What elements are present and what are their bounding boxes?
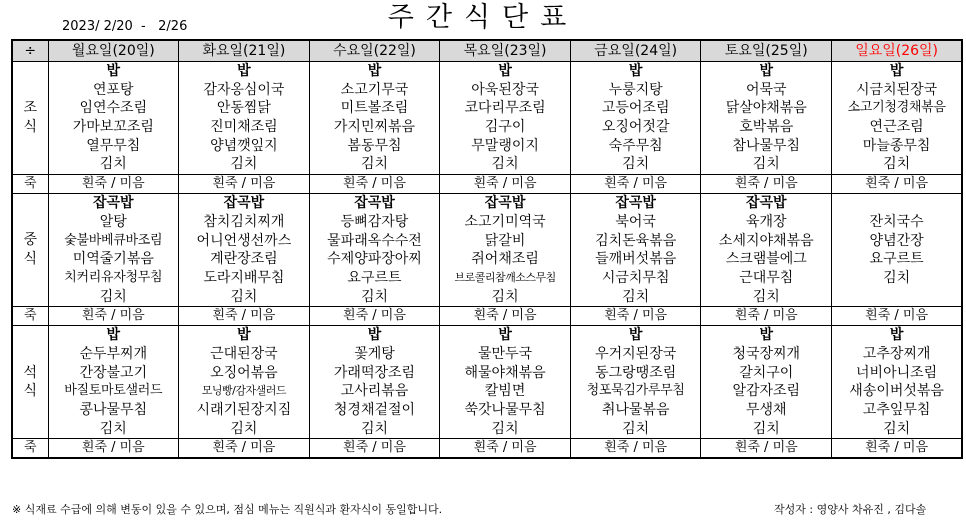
menu-item: 잔치국수 bbox=[869, 213, 924, 230]
dinner-cell-tue bbox=[179, 326, 310, 439]
lunch-label-char: 중 bbox=[23, 232, 38, 249]
breakfast-row bbox=[12, 62, 962, 175]
menu-item: 너비아니조림 bbox=[856, 364, 938, 381]
juk-cell-fri: 흰죽 / 미음 bbox=[570, 307, 701, 326]
menu-item: 김치 bbox=[752, 420, 780, 437]
menu-item: 청포묵김가루무침 bbox=[586, 383, 685, 399]
menu-item: 치커리유자청무침 bbox=[64, 269, 163, 285]
menu-item: 바질토마토샐러드 bbox=[64, 383, 163, 399]
dinner-label-char: 식 bbox=[23, 383, 38, 400]
dinner-label-char: 석 bbox=[23, 364, 38, 381]
menu-item: 참나물무침 bbox=[732, 137, 801, 154]
breakfast-cell-sun bbox=[832, 62, 963, 175]
juk-cell-wed: 흰죽 / 미음 bbox=[309, 307, 440, 326]
menu-item: 고추장찌개 bbox=[862, 345, 931, 362]
menu-item: 연포탕 bbox=[93, 81, 134, 98]
juk-cell-wed: 흰죽 / 미음 bbox=[309, 175, 440, 194]
lunch-cell-wed bbox=[309, 194, 440, 307]
menu-item bbox=[832, 288, 961, 307]
lunch-label-char: 식 bbox=[23, 251, 38, 268]
menu-item: 도라지배무침 bbox=[203, 269, 285, 286]
menu-item: 청국장찌개 bbox=[732, 345, 801, 362]
menu-item: 누룽지탕 bbox=[608, 81, 663, 98]
menu-item: 동그랑땡조림 bbox=[595, 364, 677, 381]
menu-item: 김치 bbox=[622, 420, 650, 437]
menu-item: 무생채 bbox=[745, 402, 787, 418]
menu-item: 알탕 bbox=[99, 213, 127, 230]
menu-item: 닭살야채볶음 bbox=[725, 100, 807, 117]
lunch-cell-tue bbox=[179, 194, 310, 307]
menu-item: 갈치구이 bbox=[739, 364, 794, 381]
menu-item: 감자옹심이국 bbox=[203, 81, 285, 98]
lunch-cell-sun bbox=[832, 194, 963, 307]
juk-cell-sat: 흰죽 / 미음 bbox=[701, 175, 832, 194]
header-corner-cell: ÷ bbox=[12, 40, 48, 62]
juk-cell-fri: 흰죽 / 미음 bbox=[570, 175, 701, 194]
menu-item: 우거지된장국 bbox=[595, 345, 677, 362]
menu-item: 김치 bbox=[230, 156, 258, 173]
menu-item: 고등어조림 bbox=[601, 100, 670, 117]
day-header-sat: 토요일(25일) bbox=[701, 40, 832, 62]
menu-item: 김치돈육볶음 bbox=[595, 232, 677, 249]
menu-item: 오징어볶음 bbox=[210, 364, 278, 381]
menu-item-main: 잡곡밥 bbox=[745, 195, 787, 212]
menu-item-main: 밥 bbox=[628, 327, 643, 344]
footer-author: 작성자 : 영양사 차유진 , 김다솔 bbox=[774, 503, 927, 516]
menu-item: 육개장 bbox=[745, 213, 787, 230]
menu-item-main: 밥 bbox=[106, 327, 121, 344]
menu-item: 김치 bbox=[883, 420, 911, 437]
menu-item: 모닝빵/감자샐러드 bbox=[201, 384, 286, 398]
juk-cell-tue: 흰죽 / 미음 bbox=[179, 175, 310, 194]
menu-item: 청경채겉절이 bbox=[333, 402, 416, 418]
juk-cell-fri: 흰죽 / 미음 bbox=[570, 439, 701, 459]
menu-item: 가래떡장조림 bbox=[333, 364, 416, 381]
menu-item-main: 잡곡밥 bbox=[93, 195, 134, 212]
menu-item: 오징어젓갈 bbox=[601, 119, 670, 136]
breakfast-label-char: 조 bbox=[23, 100, 38, 117]
menu-item: 김치 bbox=[99, 156, 127, 173]
menu-item: 호박볶음 bbox=[739, 119, 794, 136]
menu-item: 계란장조림 bbox=[210, 251, 278, 268]
menu-item: 시금치된장국 bbox=[856, 81, 938, 98]
menu-item-main: 밥 bbox=[237, 327, 251, 344]
menu-item: 김치 bbox=[360, 288, 389, 305]
day-header-row bbox=[12, 40, 962, 62]
breakfast-label-char: 식 bbox=[23, 119, 38, 136]
menu-item: 임연수조림 bbox=[79, 100, 148, 117]
menu-item: 어니언생선까스 bbox=[196, 232, 292, 249]
menu-item: 김치 bbox=[883, 269, 911, 286]
breakfast-cell-fri bbox=[570, 62, 701, 175]
menu-item: 아욱된장국 bbox=[471, 81, 539, 98]
menu-item-main: 밥 bbox=[237, 63, 251, 79]
menu-item-main: 밥 bbox=[106, 63, 121, 79]
menu-item-main: 밥 bbox=[367, 327, 382, 344]
juk-cell-tue: 흰죽 / 미음 bbox=[179, 439, 310, 459]
menu-item: 브로콜리참깨소스무침 bbox=[454, 270, 556, 284]
menu-item: 김치 bbox=[752, 156, 780, 173]
menu-item: 새송이버섯볶음 bbox=[849, 383, 944, 400]
juk-label: 죽 bbox=[12, 175, 48, 194]
day-header-sun: 일요일(26일) bbox=[832, 40, 963, 62]
menu-item: 콩나물무침 bbox=[79, 402, 148, 418]
menu-item-main: 잡곡밥 bbox=[223, 195, 265, 212]
juk-label: 죽 bbox=[12, 307, 48, 326]
menu-item: 어묵국 bbox=[745, 81, 787, 98]
menu-item: 고추잎무침 bbox=[862, 402, 931, 418]
lunch-cell-mon bbox=[48, 194, 179, 307]
menu-item-main bbox=[832, 194, 961, 213]
menu-item: 요구르트 bbox=[869, 251, 924, 268]
lunch-cell-sat bbox=[701, 194, 832, 307]
menu-item: 김치 bbox=[622, 288, 650, 305]
menu-item: 순두부찌개 bbox=[79, 345, 148, 362]
menu-item: 해물야채볶음 bbox=[464, 364, 546, 381]
dinner-cell-sat bbox=[701, 326, 832, 439]
menu-item: 김치 bbox=[491, 288, 519, 305]
breakfast-cell-mon bbox=[48, 62, 179, 175]
menu-item: 소고기무국 bbox=[340, 81, 409, 98]
menu-item: 양념간장 bbox=[869, 232, 924, 249]
menu-item: 김치 bbox=[99, 420, 127, 437]
menu-item: 김치 bbox=[883, 156, 911, 173]
menu-item: 열무무침 bbox=[86, 137, 141, 154]
menu-item-main: 밥 bbox=[498, 63, 512, 79]
breakfast-cell-thu bbox=[440, 62, 571, 175]
menu-item-main: 잡곡밥 bbox=[354, 195, 395, 212]
menu-item: 시래기된장지짐 bbox=[196, 402, 292, 418]
breakfast-cell-sat bbox=[701, 62, 832, 175]
menu-item: 가지민찌볶음 bbox=[333, 119, 416, 136]
breakfast-juk-row bbox=[12, 175, 962, 194]
juk-cell-mon: 흰죽 / 미음 bbox=[48, 439, 179, 459]
juk-label: 죽 bbox=[12, 439, 48, 459]
menu-item: 숯불바베큐바조림 bbox=[64, 232, 163, 248]
menu-item: 김치 bbox=[360, 420, 389, 437]
menu-item: 연근조림 bbox=[869, 119, 924, 136]
dinner-juk-row bbox=[12, 439, 962, 459]
menu-item: 쥐어채조림 bbox=[471, 251, 539, 268]
menu-item-main: 잡곡밥 bbox=[615, 195, 656, 212]
lunch-row bbox=[12, 194, 962, 307]
menu-item: 무말랭이지 bbox=[471, 137, 539, 154]
menu-item: 가마보꼬조림 bbox=[72, 119, 154, 136]
menu-item: 칼빔면 bbox=[484, 383, 526, 400]
breakfast-cell-tue bbox=[179, 62, 310, 175]
lunch-juk-row bbox=[12, 307, 962, 326]
menu-item: 봄동무침 bbox=[347, 137, 402, 154]
menu-item: 간장불고기 bbox=[79, 364, 148, 381]
menu-item: 김치 bbox=[99, 288, 127, 305]
juk-cell-tue: 흰죽 / 미음 bbox=[179, 307, 310, 326]
breakfast-cell-wed bbox=[309, 62, 440, 175]
menu-item: 물만두국 bbox=[478, 345, 533, 362]
menu-item: 코다리무조림 bbox=[464, 100, 546, 117]
dinner-cell-mon bbox=[48, 326, 179, 439]
menu-item: 시금치무침 bbox=[601, 269, 670, 286]
menu-item: 요구르트 bbox=[347, 269, 402, 286]
menu-item: 숙주무침 bbox=[608, 137, 663, 154]
menu-item: 물파래옥수수전 bbox=[327, 232, 422, 249]
juk-cell-sat: 흰죽 / 미음 bbox=[701, 307, 832, 326]
menu-item: 김치 bbox=[230, 288, 258, 305]
menu-item: 마늘종무침 bbox=[862, 137, 931, 154]
menu-item-main: 밥 bbox=[889, 327, 904, 344]
menu-item: 닭갈비 bbox=[484, 232, 526, 249]
menu-item: 꽃게탕 bbox=[354, 345, 395, 362]
menu-item: 소고기미역국 bbox=[464, 213, 546, 230]
juk-cell-sun: 흰죽 / 미음 bbox=[832, 439, 963, 459]
menu-item: 근대된장국 bbox=[210, 345, 278, 362]
menu-item: 근대무침 bbox=[739, 269, 794, 286]
menu-item: 들깨버섯볶음 bbox=[595, 251, 677, 268]
juk-cell-sat: 흰죽 / 미음 bbox=[701, 439, 832, 459]
dinner-label bbox=[12, 326, 48, 439]
menu-item: 수제양파장아찌 bbox=[327, 251, 422, 268]
day-header-tue: 화요일(21일) bbox=[179, 40, 310, 62]
day-header-thu: 목요일(23일) bbox=[440, 40, 571, 62]
menu-item: 김치 bbox=[230, 420, 258, 437]
day-header-wed: 수요일(22일) bbox=[309, 40, 440, 62]
menu-item: 고사리볶음 bbox=[340, 383, 409, 400]
menu-item: 취나물볶음 bbox=[601, 402, 670, 418]
menu-item: 북어국 bbox=[615, 213, 656, 230]
menu-item-main: 밥 bbox=[367, 63, 382, 79]
lunch-cell-thu bbox=[440, 194, 571, 307]
dinner-cell-wed bbox=[309, 326, 440, 439]
menu-item-main: 밥 bbox=[759, 327, 774, 344]
menu-item: 쑥갓나물무침 bbox=[464, 402, 546, 418]
juk-cell-sun: 흰죽 / 미음 bbox=[832, 307, 963, 326]
footer-note: ※ 식재료 수급에 의해 변동이 있을 수 있으며, 점심 메뉴는 직원식과 환자식이 동일합니다. bbox=[12, 503, 443, 516]
day-header-mon: 월요일(20일) bbox=[48, 40, 179, 62]
breakfast-label bbox=[12, 62, 48, 175]
menu-item: 김치 bbox=[360, 156, 389, 173]
menu-item: 김치 bbox=[752, 288, 780, 305]
menu-item: 등뼈감자탕 bbox=[340, 213, 409, 230]
menu-item: 미트볼조림 bbox=[340, 100, 409, 117]
menu-item-main: 잡곡밥 bbox=[484, 195, 526, 212]
menu-item: 김치 bbox=[622, 156, 650, 173]
menu-item: 스크램블에그 bbox=[725, 251, 807, 268]
menu-item: 김치 bbox=[491, 156, 519, 173]
juk-cell-thu: 흰죽 / 미음 bbox=[440, 439, 571, 459]
juk-cell-thu: 흰죽 / 미음 bbox=[440, 307, 571, 326]
menu-item: 양념깻잎지 bbox=[210, 137, 278, 154]
dinner-cell-fri bbox=[570, 326, 701, 439]
menu-item: 김구이 bbox=[484, 119, 526, 136]
menu-item-main: 밥 bbox=[759, 63, 774, 79]
weekly-menu-table bbox=[11, 39, 963, 459]
menu-item: 미역줄기볶음 bbox=[72, 251, 154, 268]
date-range: 2023/ 2/20 - 2/26 bbox=[62, 19, 188, 34]
menu-item: 진미채조림 bbox=[210, 119, 278, 136]
day-header-fri: 금요일(24일) bbox=[570, 40, 701, 62]
menu-item: 안동찜닭 bbox=[216, 100, 271, 117]
lunch-cell-fri bbox=[570, 194, 701, 307]
menu-item: 김치 bbox=[491, 420, 519, 437]
menu-item: 참치김치찌개 bbox=[203, 213, 285, 230]
juk-cell-mon: 흰죽 / 미음 bbox=[48, 175, 179, 194]
dinner-cell-sun bbox=[832, 326, 963, 439]
juk-cell-mon: 흰죽 / 미음 bbox=[48, 307, 179, 326]
page-title: 주간식단표 bbox=[387, 2, 579, 33]
dinner-cell-thu bbox=[440, 326, 571, 439]
juk-cell-thu: 흰죽 / 미음 bbox=[440, 175, 571, 194]
menu-item-main: 밥 bbox=[498, 327, 512, 344]
menu-item-main: 밥 bbox=[889, 63, 904, 79]
juk-cell-wed: 흰죽 / 미음 bbox=[309, 439, 440, 459]
juk-cell-sun: 흰죽 / 미음 bbox=[832, 175, 963, 194]
menu-item: 소고기청경채볶음 bbox=[847, 100, 946, 116]
menu-item-main: 밥 bbox=[628, 63, 643, 79]
menu-item: 소세지야채볶음 bbox=[718, 232, 814, 249]
dinner-row bbox=[12, 326, 962, 439]
lunch-label bbox=[12, 194, 48, 307]
menu-item: 알감자조림 bbox=[732, 383, 801, 400]
